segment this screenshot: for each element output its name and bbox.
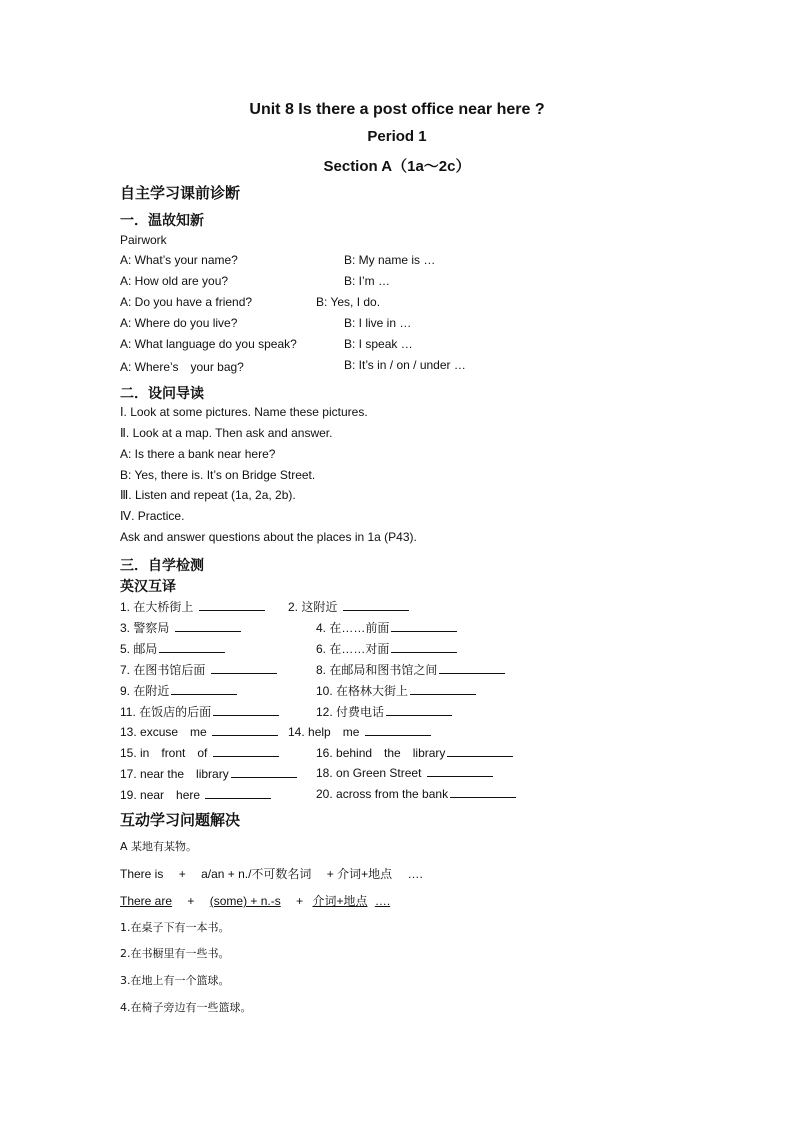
dialog-b: B: I speak …: [344, 337, 413, 351]
self-check-heading: 三．自学检测: [120, 557, 204, 573]
pairwork-label: Pairwork: [120, 233, 167, 247]
answer-blank[interactable]: [365, 724, 431, 736]
period-label: Period 1: [367, 128, 427, 145]
guide-line: Ⅱ. Look at a map. Then ask and answer.: [120, 426, 333, 440]
translation-item: 18. on Green Street: [316, 765, 493, 780]
translation-item: 6. 在……对面: [316, 640, 457, 657]
guide-line: Ⅰ. Look at some pictures. Name these pictures.: [120, 405, 368, 419]
answer-blank[interactable]: [211, 662, 277, 674]
practice-sentence: 4.在椅子旁边有一些篮球。: [120, 1001, 252, 1014]
practice-sentence: 3.在地上有一个篮球。: [120, 974, 230, 987]
answer-blank[interactable]: [391, 641, 457, 653]
translation-item: 14. help me: [288, 723, 431, 740]
dialog-a: A: Do you have a friend?: [120, 295, 253, 309]
guided-reading-heading: 二．设问导读: [120, 385, 204, 401]
practice-sentence: 1.在桌子下有一本书。: [120, 921, 230, 934]
answer-blank[interactable]: [391, 620, 457, 632]
translation-item: 8. 在邮局和图书馆之间: [316, 661, 505, 678]
answer-blank[interactable]: [447, 745, 513, 757]
dialog-a: A: How old are you?: [120, 274, 229, 288]
review-heading: 一．温故知新: [120, 212, 204, 228]
guide-line: B: Yes, there is. It’s on Bridge Street.: [120, 468, 316, 482]
self-study-heading: 自主学习课前诊断: [120, 185, 241, 202]
guide-line: Ⅲ. Listen and repeat (1a, 2a, 2b).: [120, 488, 296, 502]
translation-item: 5. 邮局: [120, 640, 225, 657]
translation-item: 11. 在饭店的后面: [120, 703, 279, 720]
answer-blank[interactable]: [213, 745, 279, 757]
guide-line: Ⅳ. Practice.: [120, 509, 185, 523]
translation-heading: 英汉互译: [120, 578, 176, 594]
dialog-b: B: I live in …: [344, 316, 412, 330]
translation-item: 16. behind the library: [316, 744, 513, 761]
page-title: Unit 8 Is there a post office near here ?: [249, 101, 545, 118]
dialog-a: A: What’s your name?: [120, 253, 238, 267]
dialog-a: A: Where’s your bag?: [120, 360, 244, 374]
answer-blank[interactable]: [410, 683, 476, 695]
answer-blank[interactable]: [205, 787, 271, 799]
translation-item: 17. near the library: [120, 765, 297, 782]
translation-item: 2. 这附近: [288, 598, 409, 615]
practice-sentence: 2.在书橱里有一些书。: [120, 947, 230, 960]
translation-item: 4. 在……前面: [316, 619, 457, 636]
answer-blank[interactable]: [231, 766, 297, 778]
answer-blank[interactable]: [213, 704, 279, 716]
guide-line: A: Is there a bank near here?: [120, 447, 276, 461]
dialog-a: A: What language do you speak?: [120, 337, 297, 351]
translation-item: 9. 在附近: [120, 682, 237, 699]
answer-blank[interactable]: [386, 704, 452, 716]
dialog-b: B: Yes, I do.: [316, 295, 381, 309]
dialog-b: B: It’s in / on / under …: [344, 358, 466, 372]
answer-blank[interactable]: [175, 620, 241, 632]
translation-item: 13. excuse me: [120, 723, 278, 740]
dialog-b: B: My name is …: [344, 253, 436, 267]
section-label: Section A（1a～2c）: [323, 158, 471, 175]
dialog-a: A: Where do you live?: [120, 316, 238, 330]
translation-item: 12. 付费电话: [316, 703, 452, 720]
answer-blank[interactable]: [427, 765, 493, 777]
pattern-label: A 某地有某物。: [120, 840, 198, 853]
answer-blank[interactable]: [199, 599, 265, 611]
translation-item: 10. 在格林大街上: [316, 682, 476, 699]
translation-item: 3. 警察局: [120, 619, 241, 636]
pattern-there-is: There is + a/an + n./不可数名词 + 介词+地点 ….: [120, 867, 423, 881]
translation-item: 19. near here: [120, 786, 271, 803]
translation-item: 1. 在大桥街上: [120, 598, 265, 615]
translation-item: 20. across from the bank: [316, 786, 516, 801]
translation-item: 15. in front of: [120, 744, 279, 761]
dialog-b: B: I’m …: [344, 274, 391, 288]
answer-blank[interactable]: [171, 683, 237, 695]
answer-blank[interactable]: [450, 786, 516, 798]
guide-line: Ask and answer questions about the places in 1a (P43).: [120, 530, 417, 544]
pattern-there-are: There are + (some) + n.-s + 介词+地点 ….: [120, 894, 391, 908]
interactive-learning-heading: 互动学习问题解决: [120, 812, 241, 829]
answer-blank[interactable]: [212, 724, 278, 736]
translation-item: 7. 在图书馆后面: [120, 661, 277, 678]
answer-blank[interactable]: [343, 599, 409, 611]
answer-blank[interactable]: [159, 641, 225, 653]
answer-blank[interactable]: [439, 662, 505, 674]
